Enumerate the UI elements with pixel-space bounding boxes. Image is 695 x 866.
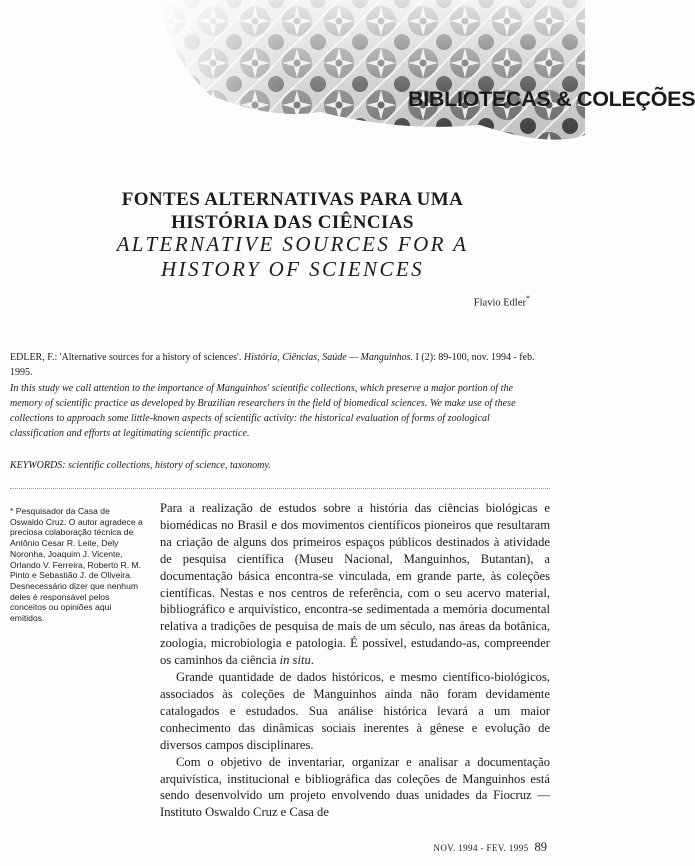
title-en-line: ALTERNATIVE SOURCES FOR A [116, 232, 469, 256]
page-number: 89 [534, 840, 547, 854]
citation-reference [10, 350, 540, 380]
body-paragraph: Grande quantidade de dados históricos, e mesmo científico-biológicos, associados às coleções de Manguinhos ainda não foram devidamente catalogados e estudados. Sua análise histórica levará a um maior conhecimento das dinâmicas sociais inerentes à gênese e evolução de diversos campos disciplinares. [160, 670, 550, 752]
section-title: BIBLIOTECAS & COLEÇÕES [408, 87, 695, 111]
page-footer [433, 840, 547, 855]
abstract: In this study we call attention to the importance of Manguinhos' scientific collections, which preserve a major portion of the memory of scientific practice as developed by Brazilian researchers in the field of biomedical sciences. We make use of these collections to approach some little-known aspects of scientific activity: the historical evaluation of forms of zoological classification and efforts at legitimating scientific practice. [10, 383, 516, 439]
article-body [160, 500, 550, 821]
keywords: KEYWORDS: scientific collections, history of science, taxonomy. [10, 460, 271, 471]
paragraph-text: Para a realização de estudos sobre a história das ciências biológicas e biomédicas no Brasil e dos movimentos científicos pioneiros que resultaram na criação de alguns dos primeiros espaços públicos destinados à atividade de pesquisa científica (Museu Nacional, Manguinhos, Butantan), a documentação básica encontra-se vinculada, em grande parte, às coleções científicas. Nestas e nos centros de referência, com o seu acervo material, bibliográfico e arquivístico, encontra-se sedimentada a memória documental relativa a tradições de pesquisa de mais de um século, nas áreas da botânica, zoologia, microbiologia e patologia. É possível, estudando-as, compreender os caminhos da ciência [160, 501, 550, 668]
section-divider [10, 488, 550, 489]
journal-name: História, Ciências, Saúde — Manguinhos. [243, 352, 414, 363]
emphasis-text: in situ [279, 653, 311, 668]
title-en-line: HISTORY OF SCIENCES [160, 257, 424, 281]
article-title-english [0, 232, 585, 282]
issue-date: NOV. 1994 - FEV. 1995 [433, 843, 529, 853]
section-banner [150, 0, 695, 160]
body-paragraph: Com o objetivo de inventariar, organizar e analisar a documentação arquivística, institucional e bibliográfica das coleções de Manguinhos está sendo desenvolvido um projeto envolvendo duas unidades da Fiocruz — Instituto Oswaldo Cruz e Casa de [160, 754, 550, 820]
paragraph-text: . [310, 653, 314, 668]
author-footnote: * Pesquisador da Casa de Oswaldo Cruz. O autor agradece a preciosa colaboração técnica de Antônio Cesar R. Leite, Dely Noronha, Joaquim J. Vicente, Orlando V. Ferreira, Roberto R. M. Pinto e Sebastião J. de Oliveira. Desnecessário dizer que nenhum deles é responsável pelos conceitos ou opiniões aqui emitidos. [10, 506, 143, 624]
azulejo-pattern-image [150, 0, 585, 160]
body-paragraph [160, 500, 550, 669]
title-pt-line: FONTES ALTERNATIVAS PARA UMA [121, 189, 464, 210]
author-footnote-mark: * [526, 294, 530, 303]
author-line [474, 294, 530, 309]
citation-volume: I (2): 89-100, nov. 1994 - feb. 1995. [10, 352, 535, 378]
citation-text: EDLER, F.: 'Alternative sources for a history of sciences'. [10, 352, 244, 363]
title-pt-line: HISTÓRIA DAS CIÊNCIAS [171, 212, 414, 233]
article-title-portuguese [0, 188, 585, 234]
author-name: Flavio Edler [473, 297, 526, 309]
